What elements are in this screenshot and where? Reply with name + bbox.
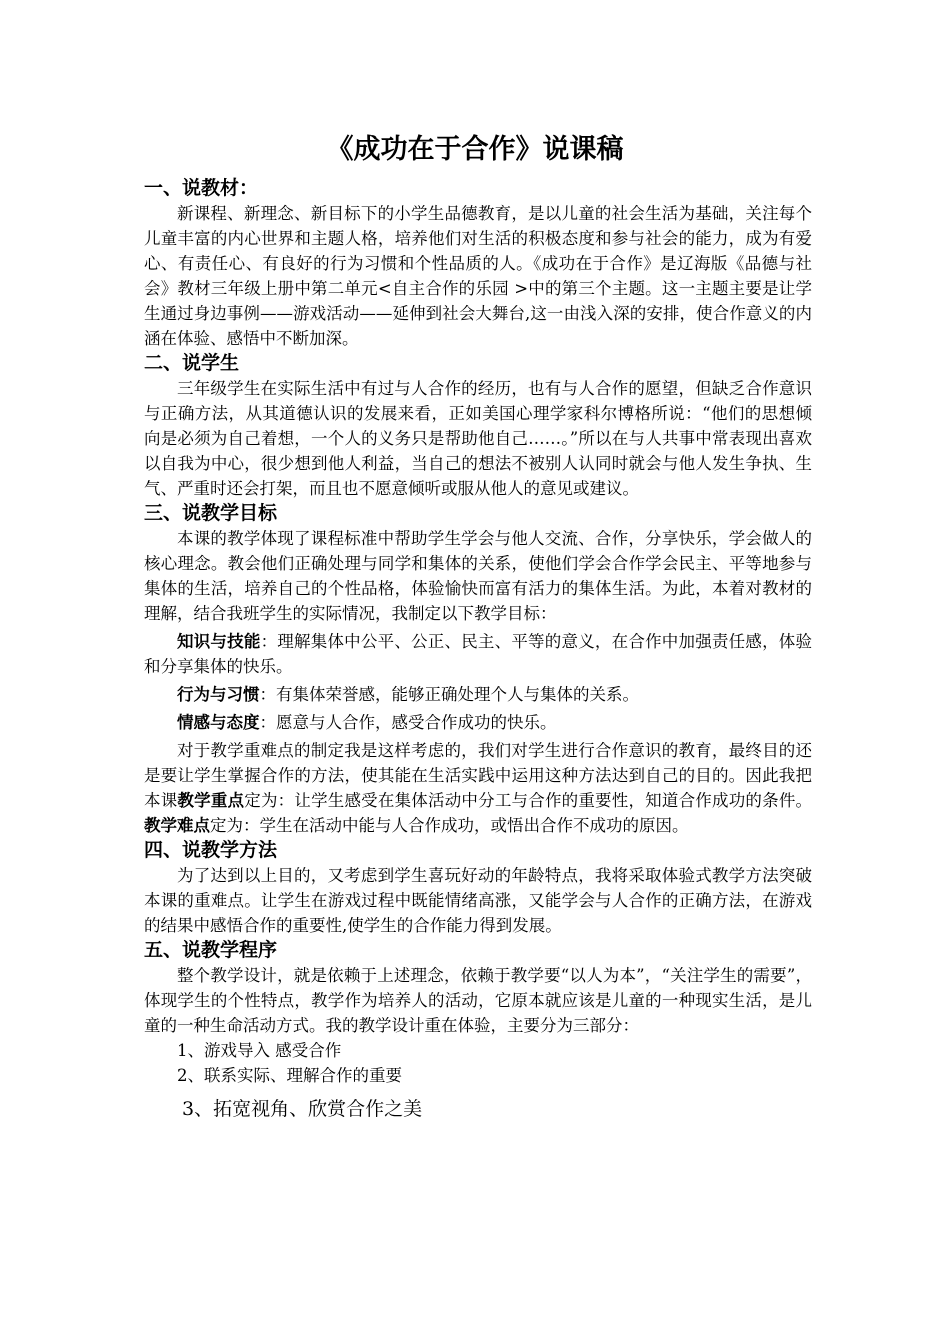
document-body [144,176,812,1124]
procedure-list [144,1038,812,1124]
list-item: 1、游戏导入 感受合作 [177,1041,342,1060]
goal-behavior-label: 行为与习惯 [177,685,260,704]
paragraph-methods: 为了达到以上目的，又考虑到学生喜玩好动的年龄特点，我将采取体验式教学方法突破本课的重难点。让学生在游戏过程中既能情绪高涨，又能学会与人合作的正确方法，在游戏的结果中感悟合作的重要性,使学生的合作能力得到发展。 [144,866,812,935]
key-point-label: 教学重点 [177,791,245,810]
list-item: 3、拓宽视角、欣赏合作之美 [182,1098,423,1120]
goal-emotion-label: 情感与态度 [177,713,260,732]
goal-knowledge [144,629,812,679]
paragraph-procedure: 整个教学设计，就是依赖于上述理念，依赖于教学要“以人为本”，“关注学生的需要”，体现学生的个性特点，教学作为培养人的活动，它原本就应该是儿童的一种现实生活，是儿童的一种生命活动方式。我的教学设计重在体验，主要分为三部分： [144,966,812,1035]
goal-emotion [144,710,812,735]
key-points-text-b: 定为：让学生感受在集体活动中分工与合作的重要性，知道合作成功的条件。 [244,791,813,810]
key-points-text-c: 定为：学生在活动中能与人合作成功，或悟出合作不成功的原因。 [210,816,689,835]
goal-behavior [144,682,812,707]
key-points-text-a: 对于教学重难点的制定我是这样考虑的，我们对学生进行合作意识的教育，最终目的还是要让学生掌握合作的方法，使其能在生活实践中运用这种方法达到自己的目的。因此我把本课 [144,741,812,810]
section-heading-methods: 四、说教学方法 [144,839,278,861]
paragraph-students: 三年级学生在实际生活中有过与人合作的经历，也有与人合作的愿望，但缺乏合作意识与正确方法，从其道德认识的发展来看，正如美国心理学家科尔博格所说：“他们的思想倾向是必须为自己着想，一个人的义务只是帮助他自己……。”所以在与人共事中常表现出喜欢以自我为中心，很少想到他人利益，当自己的想法不被别人认同时就会与他人发生争执、生气、严重时还会打架，而且也不愿意倾听或服从他人的意见或建议。 [144,379,812,498]
section-heading-textbook: 一、说教材： [144,177,259,199]
section-heading-goals: 三、说教学目标 [144,502,278,524]
paragraph-key-points [144,738,812,838]
goal-emotion-text: ：愿意与人合作，感受合作成功的快乐。 [259,713,557,732]
section-heading-procedure: 五、说教学程序 [144,939,278,961]
goal-behavior-text: ：有集体荣誉感，能够正确处理个人与集体的关系。 [259,685,639,704]
difficulty-label: 教学难点 [144,816,210,835]
paragraph-goals-intro: 本课的教学体现了课程标准中帮助学生学会与他人交流、合作，分享快乐，学会做人的核心理念。教会他们正确处理与同学和集体的关系，使他们学会合作学会民主、平等地参与集体的生活，培养自己的个性品格，体验愉快而富有活力的集体生活。为此，本着对教材的理解，结合我班学生的实际情况，我制定以下教学目标： [144,529,812,623]
list-item: 2、联系实际、理解合作的重要 [177,1066,402,1085]
section-heading-students: 二、说学生 [144,352,240,374]
goal-knowledge-text: ：理解集体中公平、公正、民主、平等的意义，在合作中加强责任感，体验和分享集体的快乐。 [144,632,813,676]
page-title: 《成功在于合作》说课稿 [326,134,624,165]
paragraph-textbook: 新课程、新理念、新目标下的小学生品德教育，是以儿童的社会生活为基础，关注每个儿童丰富的内心世界和主题人格，培养他们对生活的积极态度和参与社会的能力，成为有爱心、有责任心、有良好的行为习惯和个性品质的人。《成功在于合作》是辽海版《品德与社会》教材三年级上册中第二单元<自主合作的乐园 >中的第三个主题。这一主题主要是让学生通过身边事例——游戏活动——延伸到社会大舞台,这一由浅入深的安排，使合作意义的内涵在体验、感悟中不断加深。 [144,204,812,348]
goal-knowledge-label: 知识与技能 [177,632,261,651]
